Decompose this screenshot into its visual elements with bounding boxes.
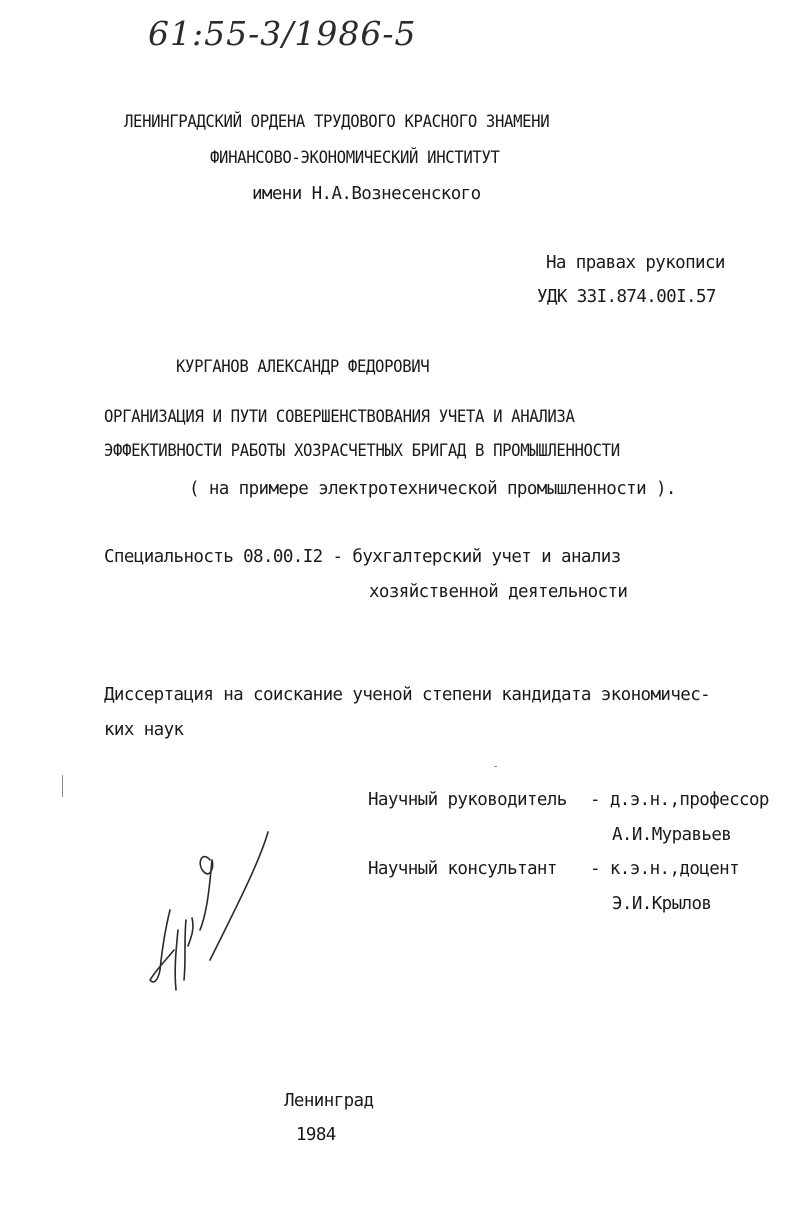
institution-line-2: ФИНАНСОВО-ЭКОНОМИЧЕСКИЙ ИНСТИТУТ — [210, 148, 500, 168]
supervisor-degree: - д.э.н.,профессор — [590, 790, 769, 810]
paper-speck — [494, 766, 497, 767]
specialty-continuation: хозяйственной деятельности — [369, 582, 628, 602]
supervisor-role: Научный руководитель — [368, 790, 567, 810]
dissertation-line-2: ких наук — [104, 720, 184, 740]
manuscript-note: На правах рукописи — [546, 253, 725, 273]
title-line-1: ОРГАНИЗАЦИЯ И ПУТИ СОВЕРШЕНСТВОВАНИЯ УЧЕТА И АНАЛИЗА — [104, 407, 575, 427]
city: Ленинград — [284, 1091, 374, 1111]
author-signature — [140, 820, 290, 1010]
consultant-degree: - к.э.н.,доцент — [590, 859, 740, 879]
year: 1984 — [296, 1125, 336, 1145]
title-line-2: ЭФФЕКТИВНОСТИ РАБОТЫ ХОЗРАСЧЕТНЫХ БРИГАД В ПРОМЫШЛЕННОСТИ — [104, 441, 620, 461]
institution-line-1: ЛЕНИНГРАДСКИЙ ОРДЕНА ТРУДОВОГО КРАСНОГО ЗНАМЕНИ — [124, 112, 550, 132]
margin-mark — [62, 775, 63, 797]
author-name: КУРГАНОВ АЛЕКСАНДР ФЕДОРОВИЧ — [176, 357, 430, 377]
handwritten-archive-number: 61:55-3/1986-5 — [148, 14, 417, 53]
consultant-name: Э.И.Крылов — [612, 894, 712, 914]
consultant-role: Научный консультант — [368, 859, 557, 879]
udc-code: УДК 33I.874.00I.57 — [537, 287, 716, 307]
supervisor-name: А.И.Муравьев — [612, 825, 732, 845]
specialty-line: Специальность 08.00.I2 - бухгалтерский учет и анализ — [104, 547, 621, 567]
dissertation-line-1: Диссертация на соискание ученой степени кандидата экономичес- — [104, 685, 711, 705]
institution-line-3: имени Н.А.Вознесенского — [252, 184, 481, 204]
title-subtitle: ( на примере электротехнической промышленности ). — [189, 479, 676, 499]
